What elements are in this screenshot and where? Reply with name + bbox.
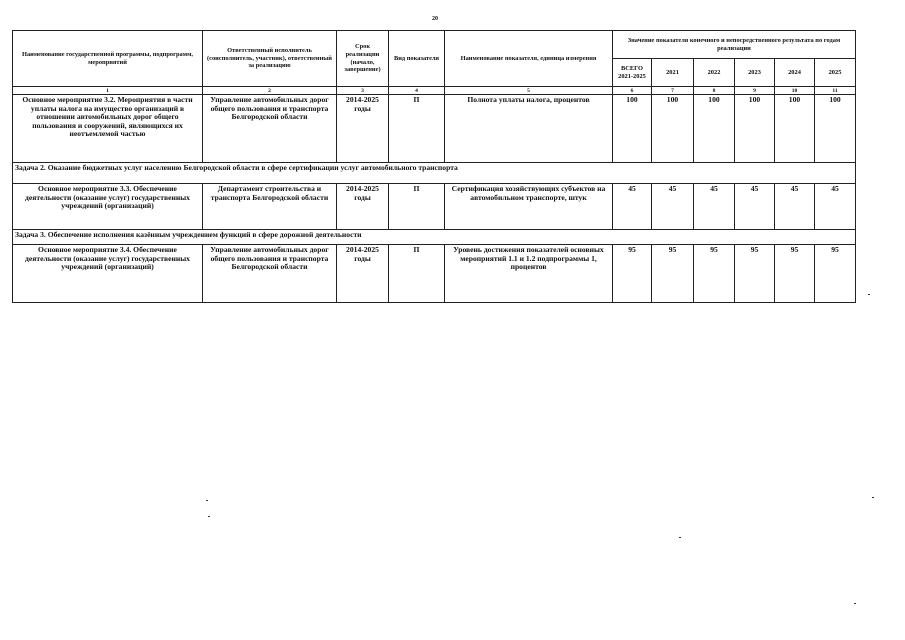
header-total: ВСЕГО 2021-2025 xyxy=(613,59,652,87)
column-number: 5 xyxy=(445,87,613,95)
value-year: 95 xyxy=(735,245,775,303)
column-number: 10 xyxy=(775,87,815,95)
task-heading: Задача 2. Оказание бюджетных услуг населению Белгородской области в сфере сертификации услуг автомобильного транспорта xyxy=(13,163,856,184)
indicator-name: Сертификация хозяйствующих субъектов на автомобильном транспорте, штук xyxy=(445,184,613,230)
column-number: 7 xyxy=(652,87,694,95)
column-number: 8 xyxy=(694,87,735,95)
indicator-type: П xyxy=(389,95,445,163)
indicator-name: Полнота уплаты налога, процентов xyxy=(445,95,613,163)
implementation-term: 2014-2025 годы xyxy=(337,95,389,163)
value-total: 100 xyxy=(613,95,652,163)
table-row xyxy=(13,95,856,163)
value-year: 45 xyxy=(694,184,735,230)
value-year: 95 xyxy=(694,245,735,303)
task-row xyxy=(13,230,856,245)
responsible-executor: Управление автомобильных дорог общего пользования и транспорта Белгородской области xyxy=(203,95,337,163)
value-year: 45 xyxy=(815,184,856,230)
scan-speck xyxy=(206,500,208,501)
header-year: 2023 xyxy=(735,59,775,87)
header-indicator: Наименование показателя, единица измерения xyxy=(445,31,613,87)
indicator-name: Уровень достижения показателей основных мероприятий 1.1 и 1.2 подпрограммы 1, процентов xyxy=(445,245,613,303)
value-year: 100 xyxy=(815,95,856,163)
measure-name: Основное мероприятие 3.3. Обеспечение деятельности (оказание услуг) государственных учреждений (организаций) xyxy=(13,184,203,230)
measure-name: Основное мероприятие 3.4. Обеспечение деятельности (оказание услуг) государственных учреждений (организаций) xyxy=(13,245,203,303)
header-type: Вид показателя xyxy=(389,31,445,87)
value-year: 45 xyxy=(652,184,694,230)
scan-speck xyxy=(208,516,210,517)
value-year: 100 xyxy=(735,95,775,163)
scan-speck xyxy=(868,294,870,295)
implementation-term: 2014-2025 годы xyxy=(337,245,389,303)
value-total: 45 xyxy=(613,184,652,230)
column-number: 9 xyxy=(735,87,775,95)
header-responsible: Ответственный исполнитель (соисполнитель, участник), ответственный за реализацию xyxy=(203,31,337,87)
column-numbers-row xyxy=(13,87,856,95)
header-year: 2024 xyxy=(775,59,815,87)
column-number: 2 xyxy=(203,87,337,95)
column-number: 3 xyxy=(337,87,389,95)
value-year: 100 xyxy=(775,95,815,163)
value-year: 100 xyxy=(694,95,735,163)
task-row xyxy=(13,163,856,184)
value-year: 100 xyxy=(652,95,694,163)
value-year: 45 xyxy=(775,184,815,230)
table-row xyxy=(13,184,856,230)
value-year: 95 xyxy=(775,245,815,303)
header-term: Срок реализации (начало, завершение) xyxy=(337,31,389,87)
header-year: 2025 xyxy=(815,59,856,87)
task-heading: Задача 3. Обеспечение исполнения казённым учреждением функций в сфере дорожной деятельности xyxy=(13,230,856,245)
implementation-term: 2014-2025 годы xyxy=(337,184,389,230)
responsible-executor: Управление автомобильных дорог общего пользования и транспорта Белгородской области xyxy=(203,245,337,303)
value-year: 95 xyxy=(815,245,856,303)
measure-name: Основное мероприятие 3.2. Мероприятия в части уплаты налога на имущество организаций в отношении автомобильных дорог общего пользования и сооружений, являющихся их неотъемлемой частью xyxy=(13,95,203,163)
responsible-executor: Департамент строительства и транспорта Белгородской области xyxy=(203,184,337,230)
indicator-type: П xyxy=(389,184,445,230)
value-total: 95 xyxy=(613,245,652,303)
scan-speck xyxy=(854,603,856,604)
indicator-type: П xyxy=(389,245,445,303)
scan-speck xyxy=(872,497,874,498)
table-row xyxy=(13,245,856,303)
header-values-group: Значение показателя конечного и непосредственного результата по годам реализации xyxy=(613,31,856,59)
page-number: 20 xyxy=(432,16,438,22)
column-number: 4 xyxy=(389,87,445,95)
column-number: 11 xyxy=(815,87,856,95)
value-year: 45 xyxy=(735,184,775,230)
scan-speck xyxy=(679,537,681,538)
value-year: 95 xyxy=(652,245,694,303)
column-number: 6 xyxy=(613,87,652,95)
header-program: Наименование государственной программы, подпрограмм, мероприятий xyxy=(13,31,203,87)
column-number: 1 xyxy=(13,87,203,95)
header-year: 2022 xyxy=(694,59,735,87)
indicator-table xyxy=(12,30,856,303)
header-year: 2021 xyxy=(652,59,694,87)
